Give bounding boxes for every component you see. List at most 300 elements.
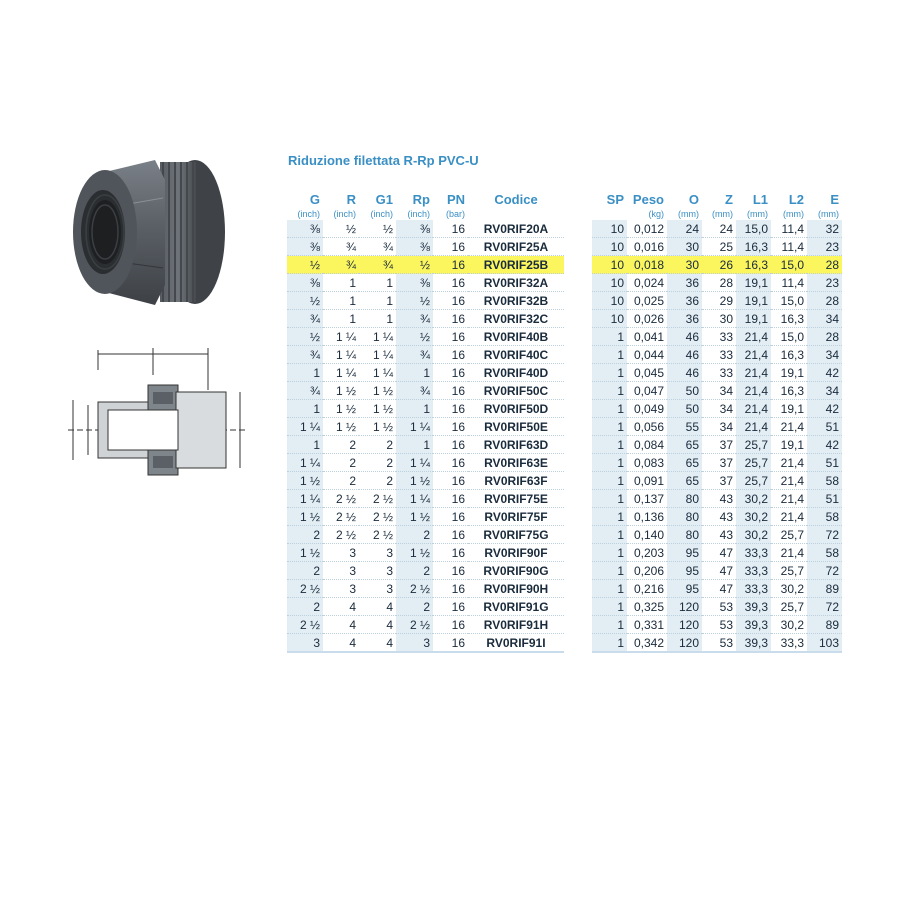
column-unit: (mm): [783, 208, 804, 219]
table-cell: 0,056: [627, 418, 667, 436]
table-cell: 0,025: [627, 292, 667, 310]
table-cell: RV0RIF90H: [468, 580, 564, 598]
table-cell: 4: [359, 598, 396, 616]
table-row: [592, 328, 842, 346]
column-unit: (inch): [297, 208, 320, 219]
table-cell: 1: [592, 526, 627, 544]
table-cell: RV0RIF25B: [468, 256, 564, 274]
table-cell: 33,3: [736, 562, 771, 580]
table-cell: 1 ¼: [359, 364, 396, 382]
table-cell: 30: [667, 256, 702, 274]
column-header: SP: [606, 191, 624, 207]
table-cell: 1 ½: [396, 472, 433, 490]
table-cell: 65: [667, 454, 702, 472]
table-cell: 34: [807, 346, 842, 364]
table-cell: 1 ¼: [359, 328, 396, 346]
column-unit: (inch): [333, 208, 356, 219]
table-cell: 1 ¼: [287, 418, 323, 436]
table-cell: 1 ½: [287, 472, 323, 490]
column-header: G: [309, 191, 320, 207]
table-cell: 36: [667, 310, 702, 328]
table-cell: 21,4: [736, 418, 771, 436]
table-cell: 2 ½: [323, 508, 359, 526]
table-cell: 4: [359, 616, 396, 634]
table-cell: 1: [323, 274, 359, 292]
table-cell: ¾: [323, 238, 359, 256]
table-cell: 80: [667, 508, 702, 526]
table-cell: 46: [667, 364, 702, 382]
table-cell: 1: [592, 634, 627, 653]
table-cell: 1: [592, 490, 627, 508]
table-row: [592, 508, 842, 526]
table-cell: 1: [323, 310, 359, 328]
table-cell: 28: [807, 328, 842, 346]
table-cell: 10: [592, 310, 627, 328]
table-cell: 3: [359, 580, 396, 598]
table-cell: 0,084: [627, 436, 667, 454]
table-cell: RV0RIF91I: [468, 634, 564, 653]
table-cell: 80: [667, 490, 702, 508]
table-cell: RV0RIF63E: [468, 454, 564, 472]
table-cell: ⅜: [287, 274, 323, 292]
table-cell: 95: [667, 580, 702, 598]
table-cell: 4: [323, 616, 359, 634]
table-cell: 0,216: [627, 580, 667, 598]
table-cell: RV0RIF32B: [468, 292, 564, 310]
table-cell: 1 ¼: [396, 490, 433, 508]
table-cell: 1: [359, 292, 396, 310]
table-row: [592, 472, 842, 490]
table-row: [287, 382, 564, 400]
table-cell: 36: [667, 292, 702, 310]
table-row: [287, 346, 564, 364]
table-cell: ¾: [359, 256, 396, 274]
table-cell: 16: [433, 616, 468, 634]
table-cell: 3: [396, 634, 433, 653]
table-cell: 2 ½: [396, 580, 433, 598]
table-cell: 10: [592, 292, 627, 310]
table-cell: 51: [807, 418, 842, 436]
table-cell: 2: [287, 598, 323, 616]
table-row: [287, 454, 564, 472]
table-cell: 50: [667, 382, 702, 400]
table-row: [287, 418, 564, 436]
table-cell: 16: [433, 274, 468, 292]
table-cell: 2 ½: [287, 616, 323, 634]
table-cell: 33,3: [771, 634, 807, 653]
table-cell: 16: [433, 544, 468, 562]
table-cell: 23: [807, 274, 842, 292]
table-cell: 3: [287, 634, 323, 653]
table-cell: ½: [287, 256, 323, 274]
table-cell: 0,140: [627, 526, 667, 544]
table-row: [287, 328, 564, 346]
table-cell: 34: [807, 310, 842, 328]
table-cell: 15,0: [771, 292, 807, 310]
table-row: [592, 562, 842, 580]
table-cell: 0,342: [627, 634, 667, 653]
column-header: E: [830, 191, 839, 207]
table-cell: 21,4: [771, 508, 807, 526]
table-cell: 0,136: [627, 508, 667, 526]
table-cell: 16,3: [771, 346, 807, 364]
table-cell: 16: [433, 292, 468, 310]
table-cell: 3: [323, 580, 359, 598]
table-cell: ¾: [287, 310, 323, 328]
table-cell: 26: [702, 256, 736, 274]
table-cell: 37: [702, 454, 736, 472]
table-cell: 16: [433, 382, 468, 400]
table-cell: 16: [433, 580, 468, 598]
table-cell: 1: [592, 418, 627, 436]
column-header: L2: [788, 191, 804, 207]
table-cell: 30: [667, 238, 702, 256]
column-header: Rp: [412, 191, 430, 207]
table-row: [592, 382, 842, 400]
table-cell: 65: [667, 436, 702, 454]
column-unit: (mm): [818, 208, 839, 219]
table-cell: 0,047: [627, 382, 667, 400]
table-cell: 1 ½: [323, 382, 359, 400]
table-cell: ½: [396, 292, 433, 310]
table-cell: 2 ½: [359, 490, 396, 508]
table-row: [287, 472, 564, 490]
table-cell: 1 ½: [323, 400, 359, 418]
table-cell: 1: [592, 508, 627, 526]
table-cell: 51: [807, 454, 842, 472]
table-cell: 33: [702, 328, 736, 346]
table-cell: 103: [807, 634, 842, 653]
table-cell: 29: [702, 292, 736, 310]
table-cell: 33: [702, 346, 736, 364]
table-cell: 0,083: [627, 454, 667, 472]
table-cell: 16: [433, 418, 468, 436]
page-title: Riduzione filettata R-Rp PVC-U: [288, 153, 479, 168]
table-cell: 21,4: [771, 544, 807, 562]
table-cell: RV0RIF50C: [468, 382, 564, 400]
table-row: [592, 346, 842, 364]
table-cell: 42: [807, 364, 842, 382]
table-cell: 43: [702, 490, 736, 508]
table-cell: 43: [702, 526, 736, 544]
table-cell: 1 ½: [323, 418, 359, 436]
table-cell: 47: [702, 580, 736, 598]
table-cell: 43: [702, 508, 736, 526]
column-header: Z: [725, 191, 733, 207]
table-cell: ⅜: [287, 220, 323, 238]
table-row: [287, 544, 564, 562]
table-cell: 30,2: [736, 490, 771, 508]
table-cell: RV0RIF50E: [468, 418, 564, 436]
table-cell: 3: [359, 562, 396, 580]
table-cell: 30,2: [736, 526, 771, 544]
column-unit: (mm): [678, 208, 699, 219]
table-row: [287, 274, 564, 292]
table-cell: 2: [287, 526, 323, 544]
table-cell: 1 ½: [287, 544, 323, 562]
table-cell: 1 ½: [359, 400, 396, 418]
table-cell: RV0RIF90G: [468, 562, 564, 580]
table-cell: ¾: [287, 346, 323, 364]
table-cell: 1: [592, 562, 627, 580]
table-cell: 24: [667, 220, 702, 238]
table-row: [592, 580, 842, 598]
table-row: [592, 454, 842, 472]
table-row: [592, 292, 842, 310]
table-cell: 2: [396, 598, 433, 616]
table-cell: 11,4: [771, 220, 807, 238]
table-cell: 1: [592, 616, 627, 634]
table-cell: 0,016: [627, 238, 667, 256]
table-cell: 16: [433, 598, 468, 616]
table-cell: 0,018: [627, 256, 667, 274]
table-cell: ⅜: [287, 238, 323, 256]
table-cell: 16: [433, 220, 468, 238]
table-cell: 2: [287, 562, 323, 580]
table-cell: 1: [287, 436, 323, 454]
table-cell: 0,024: [627, 274, 667, 292]
table-cell: 3: [323, 544, 359, 562]
table-row: [592, 544, 842, 562]
table-cell: 34: [702, 400, 736, 418]
table-cell: 1: [592, 346, 627, 364]
table-cell: ½: [323, 220, 359, 238]
table-cell: 10: [592, 274, 627, 292]
table-cell: 19,1: [736, 310, 771, 328]
table-cell: 72: [807, 526, 842, 544]
table-row: [287, 508, 564, 526]
table-cell: 4: [323, 598, 359, 616]
table-cell: 1 ½: [287, 508, 323, 526]
table-cell: 16,3: [771, 382, 807, 400]
column-unit: (kg): [648, 208, 664, 219]
table-cell: 16: [433, 562, 468, 580]
table-cell: 0,325: [627, 598, 667, 616]
table-cell: 46: [667, 346, 702, 364]
table-row: [287, 634, 564, 653]
table-cell: RV0RIF91H: [468, 616, 564, 634]
table-cell: 58: [807, 544, 842, 562]
table-cell: 0,206: [627, 562, 667, 580]
table-cell: 19,1: [736, 274, 771, 292]
table-cell: 47: [702, 562, 736, 580]
table-row: [592, 400, 842, 418]
table-row: [592, 526, 842, 544]
column-header: Peso: [632, 191, 664, 207]
table-cell: 2 ½: [359, 526, 396, 544]
table-cell: RV0RIF25A: [468, 238, 564, 256]
table-cell: 0,044: [627, 346, 667, 364]
table-row: [592, 490, 842, 508]
table-cell: 65: [667, 472, 702, 490]
table-cell: 28: [807, 256, 842, 274]
table-cell: ⅜: [396, 220, 433, 238]
table-cell: 16: [433, 310, 468, 328]
table-cell: RV0RIF75E: [468, 490, 564, 508]
table-cell: 1 ½: [359, 382, 396, 400]
column-header: Codice: [494, 191, 538, 207]
table-cell: 1: [592, 454, 627, 472]
table-cell: 28: [807, 292, 842, 310]
table-cell: 16: [433, 508, 468, 526]
table-cell: RV0RIF75G: [468, 526, 564, 544]
table-cell: 0,331: [627, 616, 667, 634]
column-unit: (mm): [747, 208, 768, 219]
table-cell: 10: [592, 256, 627, 274]
table-row: [592, 418, 842, 436]
table-cell: 21,4: [771, 418, 807, 436]
table-row: [592, 310, 842, 328]
column-header: L1: [752, 191, 768, 207]
table-cell: 1: [359, 310, 396, 328]
table-cell: 16: [433, 346, 468, 364]
table-cell: 0,203: [627, 544, 667, 562]
table-cell: ¾: [396, 310, 433, 328]
table-cell: RV0RIF63D: [468, 436, 564, 454]
table-cell: 0,091: [627, 472, 667, 490]
table-cell: 25,7: [771, 598, 807, 616]
table-cell: 42: [807, 400, 842, 418]
table-cell: 2: [359, 472, 396, 490]
table-row: [287, 292, 564, 310]
table-cell: 21,4: [736, 364, 771, 382]
table-cell: 25,7: [771, 526, 807, 544]
table-cell: 33,3: [736, 580, 771, 598]
table-row: [287, 400, 564, 418]
table-cell: 15,0: [771, 328, 807, 346]
table-cell: 1: [592, 472, 627, 490]
table-cell: ½: [359, 220, 396, 238]
table-cell: 1: [592, 400, 627, 418]
table-cell: 16: [433, 634, 468, 653]
table-cell: 95: [667, 562, 702, 580]
table-cell: 51: [807, 490, 842, 508]
table-cell: 39,3: [736, 616, 771, 634]
table-cell: 46: [667, 328, 702, 346]
table-cell: 50: [667, 400, 702, 418]
table-cell: 0,137: [627, 490, 667, 508]
column-header: PN: [446, 191, 465, 207]
table-cell: RV0RIF75F: [468, 508, 564, 526]
table-cell: 120: [667, 634, 702, 653]
table-row: [592, 598, 842, 616]
table-cell: RV0RIF90F: [468, 544, 564, 562]
table-cell: 1 ½: [396, 544, 433, 562]
table-cell: 1: [323, 292, 359, 310]
table-cell: 47: [702, 544, 736, 562]
table-cell: 95: [667, 544, 702, 562]
table-cell: 2 ½: [323, 526, 359, 544]
table-cell: 10: [592, 220, 627, 238]
table-row: [287, 310, 564, 328]
table-cell: 1 ¼: [287, 454, 323, 472]
table-cell: 2 ½: [287, 580, 323, 598]
table-cell: 3: [323, 562, 359, 580]
table-cell: 1: [359, 274, 396, 292]
dimensions-table-right: [592, 191, 842, 653]
table-row: [287, 580, 564, 598]
table-row: [287, 598, 564, 616]
table-row: [592, 220, 842, 238]
table-cell: ½: [287, 328, 323, 346]
table-cell: ⅜: [396, 238, 433, 256]
table-cell: RV0RIF40C: [468, 346, 564, 364]
table-row: [592, 634, 842, 653]
table-cell: 53: [702, 616, 736, 634]
table-cell: 33: [702, 364, 736, 382]
table-row: [592, 256, 842, 274]
table-cell: 16,3: [736, 238, 771, 256]
table-cell: 0,041: [627, 328, 667, 346]
table-cell: 89: [807, 616, 842, 634]
table-cell: 58: [807, 508, 842, 526]
table-cell: 16,3: [736, 256, 771, 274]
table-row: [592, 274, 842, 292]
table-cell: 1: [396, 436, 433, 454]
table-cell: RV0RIF32A: [468, 274, 564, 292]
table-cell: 15,0: [771, 256, 807, 274]
table-cell: 33,3: [736, 544, 771, 562]
table-cell: 1 ¼: [287, 490, 323, 508]
table-cell: 1: [287, 400, 323, 418]
table-cell: 2: [359, 454, 396, 472]
column-unit: [592, 207, 627, 220]
table-cell: RV0RIF50D: [468, 400, 564, 418]
table-cell: 58: [807, 472, 842, 490]
table-cell: 1 ¼: [359, 346, 396, 364]
table-cell: 21,4: [736, 400, 771, 418]
table-cell: 1 ¼: [396, 418, 433, 436]
table-cell: RV0RIF40D: [468, 364, 564, 382]
table-cell: RV0RIF40B: [468, 328, 564, 346]
table-cell: 1: [592, 364, 627, 382]
table-cell: 2: [396, 562, 433, 580]
table-cell: 1: [592, 328, 627, 346]
table-cell: 3: [359, 544, 396, 562]
table-cell: RV0RIF32C: [468, 310, 564, 328]
table-row: [287, 526, 564, 544]
table-row: [592, 436, 842, 454]
table-cell: 0,026: [627, 310, 667, 328]
column-header: G1: [375, 191, 393, 207]
table-cell: 30,2: [771, 580, 807, 598]
table-cell: 30,2: [771, 616, 807, 634]
table-cell: 42: [807, 436, 842, 454]
table-cell: 1: [592, 580, 627, 598]
table-cell: 16: [433, 238, 468, 256]
table-cell: 16: [433, 256, 468, 274]
table-cell: 25,7: [736, 454, 771, 472]
table-cell: 16: [433, 526, 468, 544]
table-cell: 120: [667, 616, 702, 634]
table-cell: 21,4: [736, 328, 771, 346]
table-cell: 55: [667, 418, 702, 436]
table-cell: 11,4: [771, 238, 807, 256]
table-cell: 0,045: [627, 364, 667, 382]
table-row: [287, 616, 564, 634]
table-cell: 16: [433, 436, 468, 454]
table-cell: 21,4: [771, 490, 807, 508]
table-cell: 16: [433, 328, 468, 346]
table-cell: 16: [433, 364, 468, 382]
table-cell: 1: [396, 364, 433, 382]
table-cell: 21,4: [736, 346, 771, 364]
table-cell: 10: [592, 238, 627, 256]
table-cell: 36: [667, 274, 702, 292]
table-cell: 4: [323, 634, 359, 653]
table-cell: 19,1: [771, 436, 807, 454]
table-cell: 1: [592, 598, 627, 616]
